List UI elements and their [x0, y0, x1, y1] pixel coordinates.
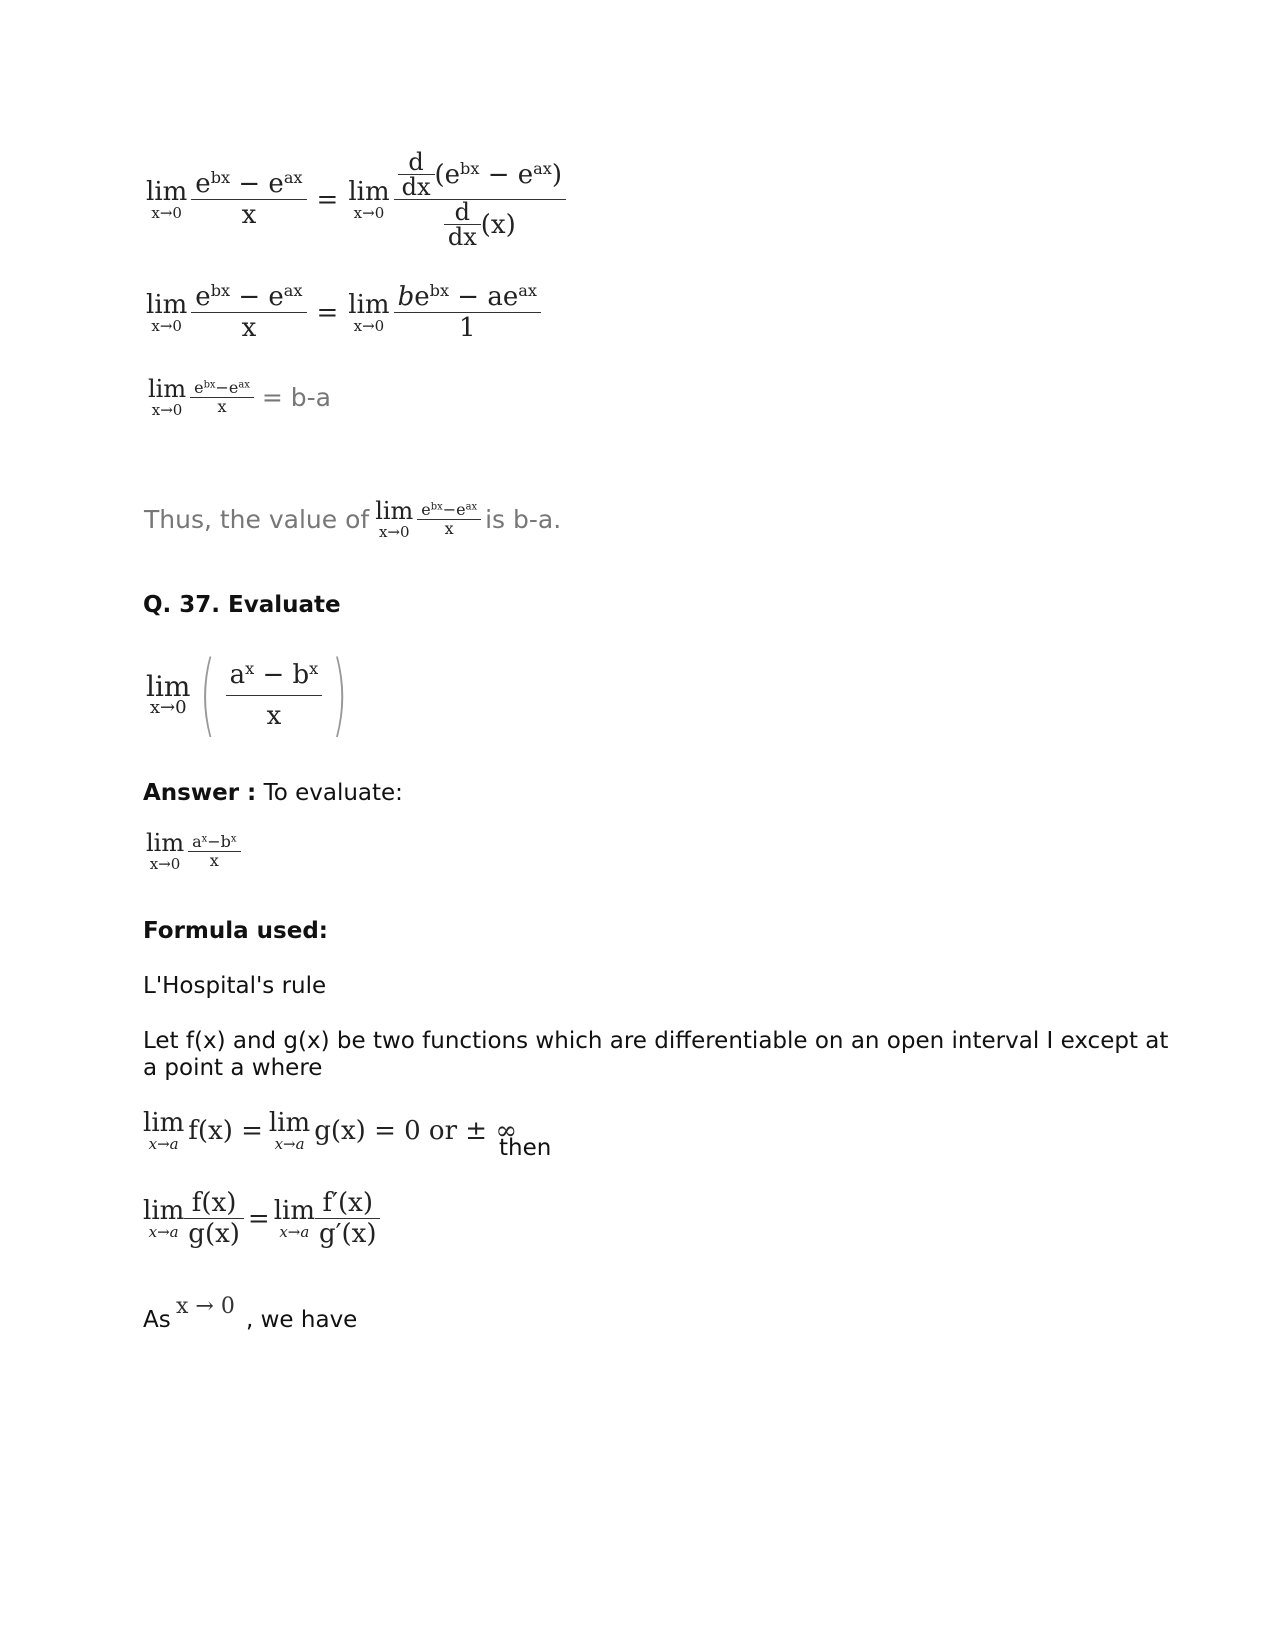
right-paren: ) — [331, 642, 348, 747]
equation-2 — [146, 282, 541, 343]
formula-heading: Formula used: — [143, 918, 328, 944]
rule-text-line-2: a point a where — [143, 1055, 323, 1081]
lhospital-equation: lim x→a $\frac{f(x)}{g(x)}$ = lim x→a $\frac{f'(x)}{g'(x)}$ — [143, 1188, 380, 1249]
answer-line: Answer : To evaluate: — [143, 780, 403, 806]
fraction: $\frac{be^{bx} - ae^{ax}}{1}$ — [394, 282, 541, 343]
rule-name: L'Hospital's rule — [143, 973, 327, 999]
fraction: $\frac{e^{bx}-e^{ax}}{x}$ — [417, 501, 481, 538]
fraction: $\frac{a^x - b^x}{x}$ — [226, 655, 323, 736]
limit-operator: lim x→a — [143, 1195, 185, 1241]
limit-operator: lim x→0 — [146, 289, 188, 335]
limit-operator: lim x→0 — [348, 289, 390, 335]
fraction: $\frac{e^{bx} - e^{ax}}{x}$ — [191, 282, 306, 343]
derivative-fraction: $\frac{d}{dx}$ $(e^{bx} - e^{ax})$ $\frac{d}{dx}$ (x) — [394, 150, 566, 249]
limit-operator: lim x→0 — [146, 829, 185, 873]
then-text: then — [499, 1135, 552, 1161]
fraction: $\frac{e^{bx} - e^{ax}}{x}$ — [191, 169, 306, 230]
as-line-expression: x → 0 — [176, 1294, 235, 1319]
equals-sign: = — [316, 184, 339, 215]
question-heading: Q. 37. Evaluate — [143, 592, 341, 618]
limit-operator: lim x→0 — [148, 375, 187, 419]
limit-operator: lim x→0 — [146, 176, 188, 222]
as-line-rest: , we have — [246, 1307, 358, 1333]
result-text: = b-a — [261, 382, 331, 412]
condition-equation: lim x→a f(x) = lim x→a g(x) = 0 or ± ∞ — [143, 1108, 517, 1153]
limit-operator: lim x→a — [143, 1108, 185, 1153]
left-paren: ( — [200, 642, 216, 747]
equation-1 — [146, 150, 566, 249]
answer-expression — [146, 830, 241, 872]
as-line: As — [143, 1307, 171, 1333]
fraction: $\frac{e^{bx}-e^{ax}}{x}$ — [190, 379, 254, 416]
limit-operator: lim x→0 — [375, 497, 414, 541]
limit-operator: lim x→0 — [146, 670, 191, 718]
fraction: $\frac{f(x)}{g(x)}$ — [184, 1188, 244, 1249]
question-expression — [146, 642, 357, 747]
limit-operator: lim x→a — [268, 1108, 311, 1153]
conclusion-line: Thus, the value of lim x→0 $\frac{e^{bx}-e^{ax}}{x}$ is b-a. — [144, 497, 562, 541]
limit-operator: lim x→a — [273, 1195, 315, 1241]
fraction: $\frac{f'(x)}{g'(x)}$ — [315, 1188, 381, 1249]
equation-3 — [148, 376, 331, 418]
limit-operator: lim x→0 — [348, 176, 390, 222]
rule-text-line-1: Let f(x) and g(x) be two functions which are differentiable on an open interval I except at — [143, 1028, 1169, 1054]
fraction: $\frac{a^x-b^x}{x}$ — [188, 833, 240, 870]
equals-sign: = — [316, 297, 339, 328]
